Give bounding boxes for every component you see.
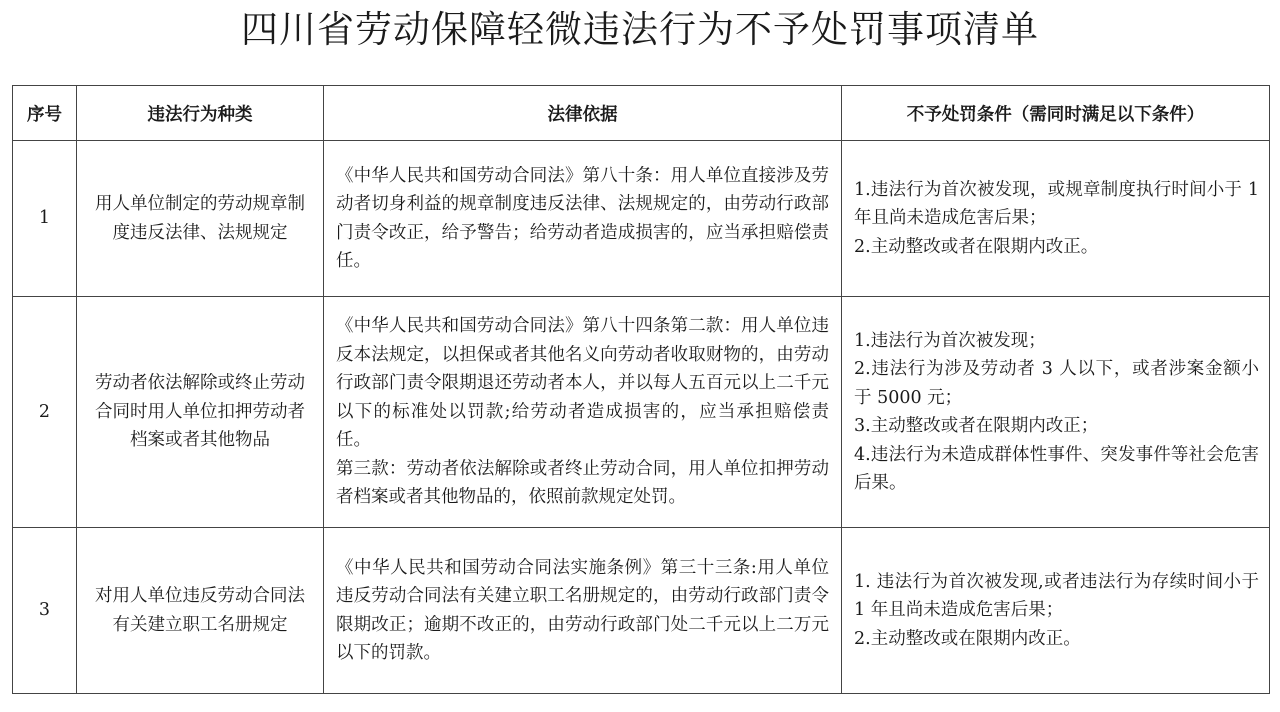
header-violation-type: 违法行为种类	[77, 86, 324, 141]
row-number: 2	[13, 297, 77, 528]
condition-item: 4.违法行为未造成群体性事件、突发事件等社会危害后果。	[854, 444, 1259, 493]
header-legal-basis: 法律依据	[324, 86, 842, 141]
row-number: 3	[13, 528, 77, 694]
exemption-conditions	[842, 528, 1270, 694]
condition-item: 2.主动整改或在限期内改正。	[854, 628, 1081, 649]
exemption-conditions	[842, 297, 1270, 528]
row-number: 1	[13, 141, 77, 297]
exemption-conditions	[842, 141, 1270, 297]
legal-basis	[324, 297, 842, 528]
legal-basis-paragraph: 《中华人民共和国劳动合同法实施条例》第三十三条:用人单位违反劳动合同法有关建立职工名册规定的，由劳动行政部门责令限期改正；逾期不改正的，由劳动行政部门处二千元以上二万元以下的罚款。	[336, 557, 829, 663]
condition-item: 3.主动整改或者在限期内改正；	[854, 416, 1099, 436]
violation-type: 用人单位制定的劳动规章制度违反法律、法规规定	[77, 141, 324, 297]
header-no: 序号	[13, 86, 77, 141]
violation-type: 对用人单位违反劳动合同法有关建立职工名册规定	[77, 528, 324, 694]
legal-basis-paragraph: 第三款：劳动者依法解除或者终止劳动合同，用人单位扣押劳动者档案或者其他物品的，依照前款规定处罚。	[336, 458, 829, 508]
table-header-row	[13, 86, 1270, 141]
table-row	[13, 141, 1270, 297]
legal-basis-paragraph: 《中华人民共和国劳动合同法》第八十四条第二款：用人单位违反本法规定，以担保或者其他名义向劳动者收取财物的，由劳动行政部门责令限期退还劳动者本人，并以每人五百元以上二千元以下的标准处以罚款;给劳动者造成损害的，应当承担赔偿责任。	[336, 316, 829, 451]
condition-item: 2.违法行为涉及劳动者 3 人以下，或者涉案金额小于 5000 元；	[854, 359, 1259, 408]
condition-item: 1. 违法行为首次被发现,或者违法行为存续时间小于 1 年且尚未造成危害后果；	[854, 571, 1259, 621]
header-exemption-conditions: 不予处罚条件（需同时满足以下条件）	[842, 86, 1270, 141]
violation-type: 劳动者依法解除或终止劳动合同时用人单位扣押劳动者档案或者其他物品	[77, 297, 324, 528]
legal-basis	[324, 528, 842, 694]
condition-item: 1.违法行为首次被发现，或规章制度执行时间小于 1 年且尚未造成危害后果；	[854, 179, 1259, 229]
legal-basis-paragraph: 《中华人民共和国劳动合同法》第八十条：用人单位直接涉及劳动者切身利益的规章制度违反法律、法规规定的，由劳动行政部门责令改正，给予警告；给劳动者造成损害的，应当承担赔偿责任。	[336, 165, 829, 271]
legal-basis	[324, 141, 842, 297]
table-row	[13, 528, 1270, 694]
condition-item: 2.主动整改或者在限期内改正。	[854, 236, 1099, 257]
penalty-exemption-table	[12, 85, 1270, 694]
table-row	[13, 297, 1270, 528]
page-title: 四川省劳动保障轻微违法行为不予处罚事项清单	[241, 8, 1039, 51]
condition-item: 1.违法行为首次被发现；	[854, 330, 1046, 351]
